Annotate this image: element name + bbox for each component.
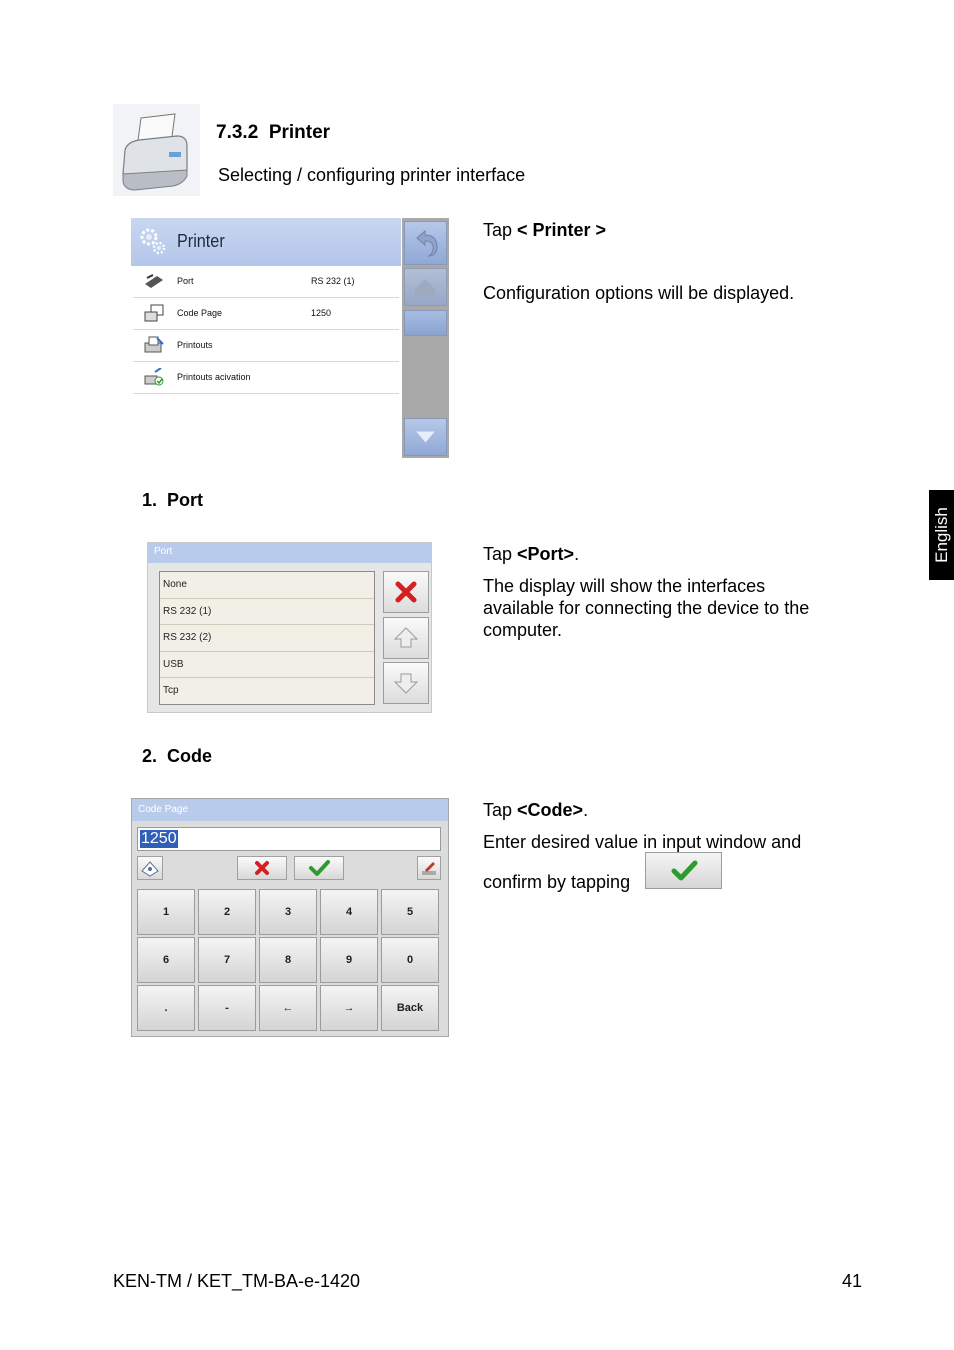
menu-row-printouts-activation[interactable]: Printouts acivation bbox=[133, 362, 399, 394]
printer-menu-screenshot bbox=[131, 218, 449, 458]
scroll-bar-handle[interactable] bbox=[404, 310, 447, 336]
key-cursor-right[interactable]: → bbox=[320, 985, 378, 1031]
key-3[interactable]: 3 bbox=[259, 889, 317, 935]
code-page-icon bbox=[143, 304, 165, 322]
confirm-button-illustration bbox=[645, 852, 722, 889]
code-value-input[interactable]: 1250 bbox=[137, 827, 441, 851]
port-option-none[interactable]: None bbox=[160, 572, 374, 599]
port-option-rs232-2[interactable]: RS 232 (2) bbox=[160, 625, 374, 652]
key-cursor-left[interactable]: ← bbox=[259, 985, 317, 1031]
cancel-button[interactable] bbox=[237, 856, 287, 880]
key-back[interactable]: Back bbox=[381, 985, 439, 1031]
home-button[interactable] bbox=[404, 268, 447, 306]
language-side-tab: English bbox=[929, 490, 954, 580]
edit-icon bbox=[418, 857, 440, 879]
down-arrow-icon bbox=[384, 663, 428, 703]
close-icon bbox=[238, 857, 286, 879]
checkmark-icon bbox=[646, 853, 721, 888]
code-description-line1: Enter desired value in input window and bbox=[483, 832, 802, 852]
port-option-rs232-1[interactable]: RS 232 (1) bbox=[160, 599, 374, 626]
code-tap-instruction: Tap <Code>. bbox=[483, 800, 589, 820]
port-selection-screenshot bbox=[147, 542, 432, 713]
cable-icon bbox=[143, 272, 165, 290]
port-description: The display will show the interfaces available for connecting the device to the computer. bbox=[483, 576, 810, 640]
port-option-tcp[interactable]: Tcp bbox=[163, 685, 179, 696]
section-title: 7.3.2 Printer bbox=[216, 122, 331, 143]
section-subtitle: Selecting / configuring printer interface bbox=[218, 165, 526, 185]
edit-button[interactable] bbox=[417, 856, 441, 880]
down-arrow-icon bbox=[405, 419, 446, 455]
step2-heading: 2. Code bbox=[142, 746, 213, 766]
key-6[interactable]: 6 bbox=[137, 937, 195, 983]
back-button[interactable] bbox=[404, 221, 447, 265]
confirm-button[interactable] bbox=[294, 856, 344, 880]
checkmark-icon bbox=[295, 857, 343, 879]
port-close-button[interactable] bbox=[383, 571, 429, 613]
printer-screen-title: Printer bbox=[177, 231, 225, 251]
port-screen-title-bar: Port bbox=[148, 543, 431, 563]
key-7[interactable]: 7 bbox=[198, 937, 256, 983]
printer-side-panel bbox=[402, 218, 449, 458]
key-8[interactable]: 8 bbox=[259, 937, 317, 983]
settings-gear-icon bbox=[139, 226, 167, 256]
key-9[interactable]: 9 bbox=[320, 937, 378, 983]
home-icon bbox=[405, 269, 446, 305]
back-arrow-icon bbox=[405, 222, 446, 264]
port-option-list bbox=[159, 571, 375, 705]
footer-document-id: KEN-TM / KET_TM-BA-e-1420 bbox=[113, 1271, 361, 1291]
port-down-button[interactable] bbox=[383, 662, 429, 704]
printouts-icon bbox=[143, 336, 165, 354]
port-up-button[interactable] bbox=[383, 617, 429, 659]
printer-options-note: Configuration options will be displayed. bbox=[483, 283, 795, 303]
menu-row-port[interactable]: Port RS 232 (1) bbox=[133, 266, 399, 298]
step1-heading: 1. Port bbox=[142, 490, 204, 510]
port-tap-instruction: Tap <Port>. bbox=[483, 544, 580, 564]
footer-page-number: 41 bbox=[842, 1271, 863, 1291]
code-screen-title-bar: Code Page bbox=[132, 799, 448, 821]
scroll-down-button[interactable] bbox=[404, 418, 447, 456]
key-4[interactable]: 4 bbox=[320, 889, 378, 935]
close-icon bbox=[384, 572, 428, 612]
keyboard-icon bbox=[138, 857, 162, 879]
key-0[interactable]: 0 bbox=[381, 937, 439, 983]
keyboard-toggle-button[interactable] bbox=[137, 856, 163, 880]
key-minus[interactable]: - bbox=[198, 985, 256, 1031]
key-2[interactable]: 2 bbox=[198, 889, 256, 935]
printer-screen-header bbox=[131, 218, 401, 266]
key-decimal[interactable]: . bbox=[137, 985, 195, 1031]
key-1[interactable]: 1 bbox=[137, 889, 195, 935]
code-description-line2: confirm by tapping bbox=[483, 872, 631, 892]
menu-row-printouts[interactable]: Printouts bbox=[133, 330, 399, 362]
port-option-usb[interactable]: USB bbox=[160, 652, 374, 679]
printer-icon bbox=[113, 104, 200, 196]
menu-row-code-page[interactable]: Code Page 1250 bbox=[133, 298, 399, 330]
up-arrow-icon bbox=[384, 618, 428, 658]
code-page-keypad-screenshot bbox=[131, 798, 449, 1037]
key-5[interactable]: 5 bbox=[381, 889, 439, 935]
printer-tap-instruction: Tap < Printer > bbox=[483, 220, 607, 240]
printer-option-list bbox=[133, 266, 399, 394]
activation-icon bbox=[143, 368, 165, 386]
